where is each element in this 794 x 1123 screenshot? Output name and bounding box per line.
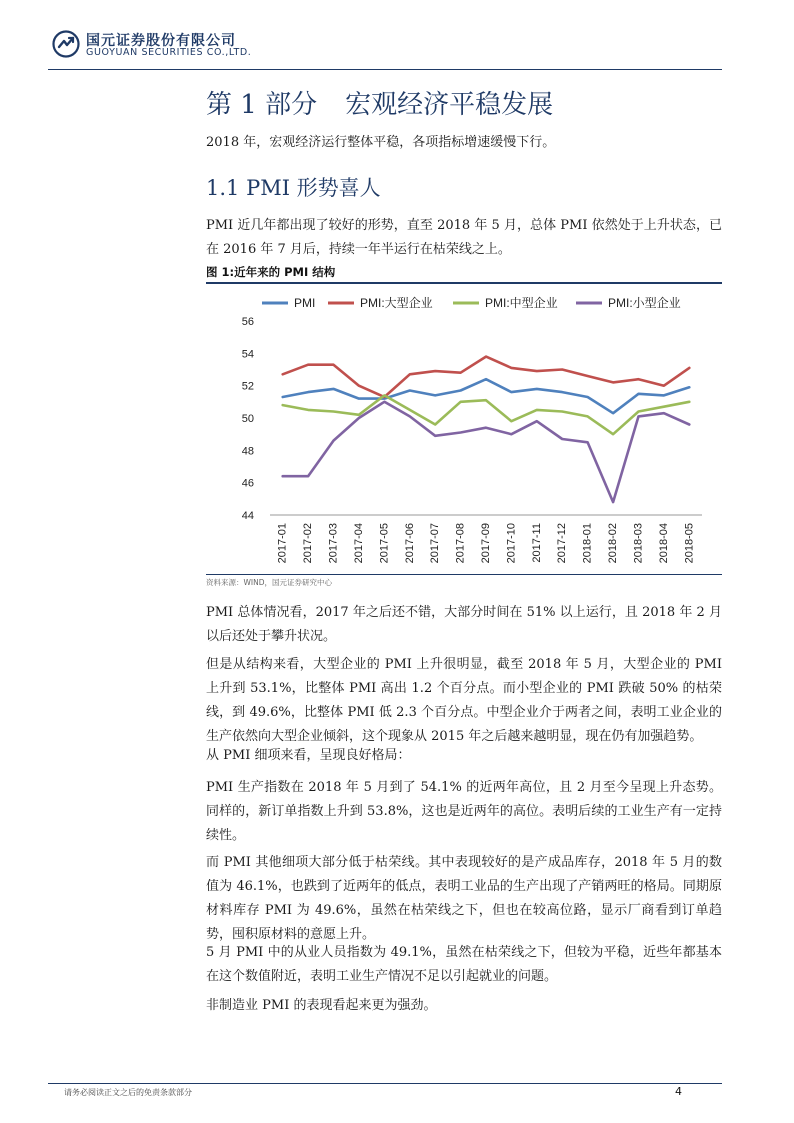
subsection-intro: PMI 近几年都出现了较好的形势，直至 2018 年 5 月，总体 PMI 依然处于上升状态，已在 2016 年 7 月后，持续一年半运行在枯荣线之上。 (206, 218, 722, 257)
legend-label-0: PMI (294, 296, 316, 310)
section-number: 第 1 部分 (206, 90, 318, 120)
footer-disclaimer: 请务必阅读正文之后的免责条款部分 (64, 1088, 192, 1097)
paragraph-production-index: PMI 生产指数在 2018 年 5 月到了 54.1% 的近两年高位，且 2 月至今呈现上升态势。同样的，新订单指数上升到 53.8%，这也是近两年的高位。表明后续的工业生产有一定持续性。 (206, 780, 722, 843)
legend-label-1: PMI:大型企业 (360, 296, 433, 310)
page-number: 4 (675, 1085, 682, 1098)
legend-label-2: PMI:中型企业 (485, 296, 558, 310)
figure-bottom-rule (206, 574, 722, 575)
x-tick-label: 2017-10 (505, 523, 518, 564)
series-line-1 (283, 357, 690, 397)
x-tick-label: 2017-05 (378, 523, 391, 564)
x-tick-label: 2017-02 (302, 523, 315, 564)
y-tick-label: 56 (241, 316, 254, 328)
paragraph-inventory: 而 PMI 其他细项大部分低于枯荣线。其中表现较好的是产成品库存，2018 年 5 月的数值为 46.1%，也跌到了近两年的低点，表明工业品的生产出现了产销两旺的格局。同期原材料库存 PMI 为 49.6%，虽然在枯荣线之下，但也在较高位路，显示厂商看到订单趋势，囤积原材料的意愿上升。 (206, 855, 722, 942)
header-rule (48, 69, 722, 70)
y-tick-label: 52 (241, 380, 254, 393)
x-tick-label: 2017-07 (429, 523, 442, 564)
x-tick-label: 2018-04 (657, 523, 670, 564)
pmi-line-chart (206, 284, 722, 574)
company-name-cn: 国元证券股份有限公司 (86, 33, 236, 49)
x-tick-label: 2018-05 (683, 523, 696, 564)
x-tick-label: 2018-02 (607, 523, 620, 564)
paragraph-pmi-items-intro: 从 PMI 细项来看，呈现良好格局： (206, 748, 411, 763)
chart-x-axis (270, 515, 702, 563)
paragraph-employment: 5 月 PMI 中的从业人员指数为 49.1%，虽然在枯荣线之下，但较为平稳，近些年都基本在这个数值附近，表明工业生产情况不足以引起就业的问题。 (206, 945, 722, 984)
y-tick-label: 50 (241, 413, 254, 425)
x-tick-label: 2017-01 (276, 523, 289, 564)
series-line-0 (283, 379, 690, 413)
footer-rule (48, 1083, 722, 1084)
y-tick-label: 54 (241, 348, 254, 361)
x-tick-label: 2017-11 (530, 523, 543, 563)
y-tick-label: 48 (241, 445, 254, 458)
section-intro: 2018 年，宏观经济运行整体平稳，各项指标增速缓慢下行。 (206, 135, 556, 150)
subsection-title: 1.1 PMI 形势喜人 (206, 176, 381, 200)
x-tick-label: 2017-08 (454, 523, 467, 564)
section-heading (206, 84, 553, 121)
company-logo-icon (52, 30, 80, 58)
paragraph-pmi-overall: PMI 总体情况看，2017 年之后还不错，大部分时间在 51% 以上运行，且 2018 年 2 月以后还处于攀升状况。 (206, 605, 722, 644)
x-tick-label: 2017-09 (480, 523, 492, 564)
chart-y-axis (242, 316, 254, 522)
legend-label-3: PMI:小型企业 (608, 296, 681, 310)
chart-series (283, 357, 690, 503)
paragraph-non-manufacturing: 非制造业 PMI 的表现看起来更为强劲。 (206, 998, 437, 1013)
paragraph-pmi-structure: 但是从结构来看，大型企业的 PMI 上升很明显，截至 2018 年 5 月，大型企业的 PMI 上升到 53.1%，比整体 PMI 高出 1.2 个百分点。而小型企业的 PMI 跌破 50% 的枯荣线，到 49.6%，比整体 PMI 低 2.3 个百分点。中型企业介于两者之间，表明工业企业的生产依然向大型企业倾斜，这个现象从 2015 年之后越来越明显，现在仍有加强趋势。 (206, 657, 722, 744)
x-tick-label: 2018-01 (581, 523, 594, 564)
x-tick-label: 2017-06 (403, 523, 416, 564)
chart-legend (262, 295, 681, 310)
section-title: 宏观经济平稳发展 (345, 90, 554, 120)
figure-source: 资料来源：WIND，国元证券研究中心 (206, 578, 333, 587)
y-tick-label: 46 (241, 477, 254, 490)
x-tick-label: 2017-12 (556, 523, 569, 564)
y-tick-label: 44 (241, 510, 254, 522)
x-tick-label: 2018-03 (632, 523, 645, 564)
series-line-3 (283, 402, 690, 502)
x-tick-label: 2017-03 (327, 523, 340, 564)
figure-title: 图 1:近年来的 PMI 结构 (206, 265, 336, 279)
company-name-en: GUOYUAN SECURITIES CO.,LTD. (86, 47, 252, 58)
x-tick-label: 2017-04 (352, 523, 365, 564)
